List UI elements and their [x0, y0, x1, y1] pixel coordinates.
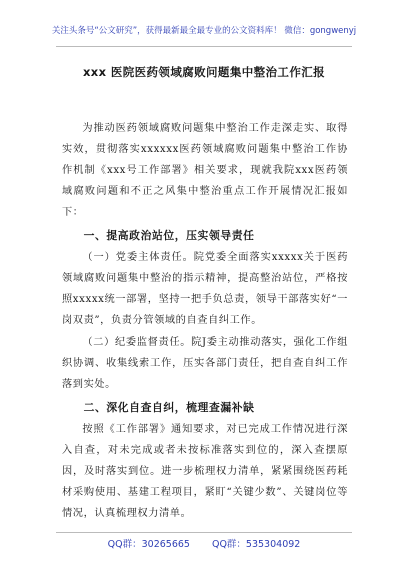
section-heading-2: 二、深化自查自纠，梳理查漏补缺	[83, 401, 255, 414]
footer-qq-group-2: QQ群：535304092	[211, 539, 301, 550]
document-title: xxx 医院医药领域腐败问题集中整治工作汇报	[82, 65, 326, 79]
section-heading-1: 一、提高政治站位，压实领导责任	[83, 229, 255, 242]
footer-qq-group-1: QQ群：30265665	[107, 539, 190, 550]
intro-paragraph: 为推动医药领域腐败问题集中整治工作走深走实、取得实效，贯彻落实xxxxxx医药领域腐败问题集中整治工作协作机制《xxx号工作部署》相关要求，现就我院xxx医药领域腐败问题和不正之风集中整治重点工作开展情况汇报如下：	[62, 123, 348, 218]
header-divider	[56, 46, 352, 47]
section2-paragraph-1: 按照《工作部署》通知要求，对已完成工作情况进行深入自查，对未完成或者未按标准落实到位的，深入查摆原因，及时落实到位。进一步梳理权力清单，紧紧围绕医药耗材采购使用、基建工程项目，紧盯“关键少数”、关键岗位等情况，认真梳理权力清单。	[62, 424, 348, 519]
section1-paragraph-1: （一）党委主体责任。院党委全面落实xxxxx关于医药领域腐败问题集中整治的指示精神，提高整治站位，严格按照xxxxx统一部署，坚持一把手负总责，领导干部落实好“一岗双责”，负责分管领域的自查自纠工作。	[62, 252, 348, 326]
section1-paragraph-2: （二）纪委监督责任。院J委主动推动落实，强化工作组织协调、收集线索工作，压实各部门责任，把自查自纠工作落到实处。	[62, 337, 348, 390]
document-body	[62, 118, 348, 524]
footer	[56, 532, 352, 550]
header-note: 关注头条号“公文研究”，获得最新最全最专业的公文资料库！ 微信：gongwenyj	[51, 26, 357, 36]
